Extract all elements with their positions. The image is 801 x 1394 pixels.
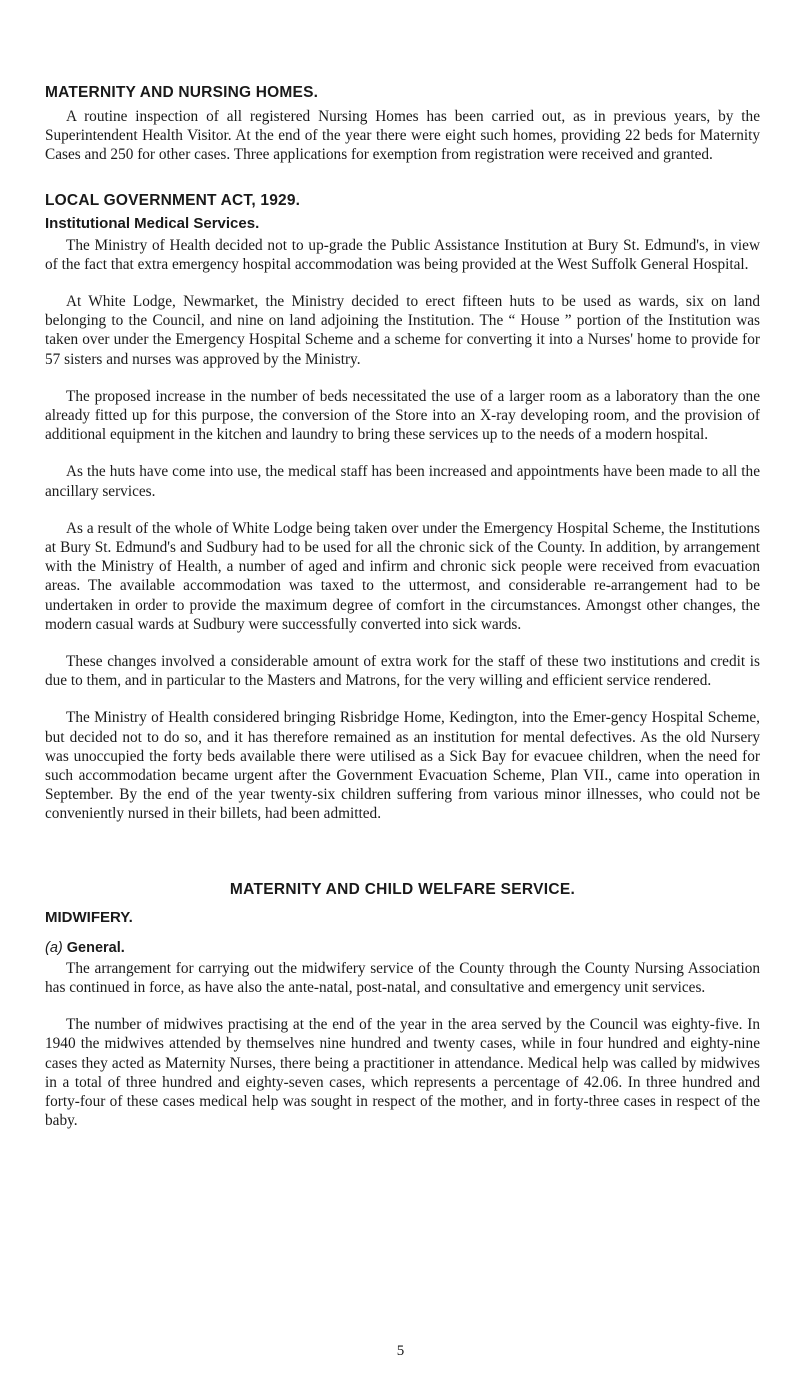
- heading-maternity-nursing-homes: MATERNITY AND NURSING HOMES.: [45, 84, 319, 101]
- subheading-midwifery: MIDWIFERY.: [45, 908, 133, 926]
- subheading-institutional-medical-services: Institutional Medical Services.: [45, 214, 260, 232]
- paragraph: The number of midwives practising at the end of the year in the area served by the Council was eighty-five. In 1940 the midwives attended by themselves nine hundred and twenty cases, while in four hundred and eighty-nine cases they acted as Maternity Nurses, there being a practitioner in attendance. Medical help was called by midwives in a total of three hundred and eighty-seven cases, which represents a percentage of 42.06. In three hundred and forty-four of these cases medical help was sought in respect of the mother, and in forty-three cases in respect of the baby.: [45, 1016, 760, 1130]
- paragraph: The Ministry of Health considered bringing Risbridge Home, Kedington, into the Emer-gency Hospital Scheme, but decided not to do so, and it has therefore remained as an institution for mental defectives. As the old Nursery was unoccupied the forty beds available there were utilised as a Sick Bay for evacuee children, when the need for such accommodation became urgent after the Government Evacuation Scheme, Plan VII., came into operation in September. By the end of the year twenty-six children suffering from various minor illnesses, who could not be conveniently nursed in their billets, had been admitted.: [45, 709, 760, 823]
- paragraph: The proposed increase in the number of beds necessitated the use of a larger room as a laboratory than the one already fitted up for this purpose, the conversion of the Store into an X-ray developing room, and the provision of additional equipment in the kitchen and laundry to bring these services up to the needs of a modern hospital.: [45, 387, 760, 444]
- paragraph: These changes involved a considerable amount of extra work for the staff of these two institutions and credit is due to them, and in particular to the Masters and Matrons, for the very willing and efficient service rendered.: [45, 653, 760, 690]
- heading-maternity-child-welfare: MATERNITY AND CHILD WELFARE SERVICE.: [229, 880, 576, 898]
- heading-local-government-act: LOCAL GOVERNMENT ACT, 1929.: [45, 191, 301, 209]
- paragraph: As a result of the whole of White Lodge being taken over under the Emergency Hospital Scheme, the Institutions at Bury St. Edmund's and Sudbury had to be used for all the chronic sick of the County. In addition, by arrangement with the Ministry of Health, a number of aged and infirm and chronic sick people were received from evacuation areas. The available accommodation was taxed to the uttermost, and considerable re-arrangement had to be undertaken in order to provide the maximum degree of comfort in the circumstances. Amongst other changes, the modern casual wards at Sudbury were successfully converted into sick wards.: [45, 519, 760, 633]
- paragraph: The arrangement for carrying out the midwifery service of the County through the County Nursing Association has continued in force, as have also the ante-natal, post-natal, and consultative and emergency unit services.: [45, 959, 760, 996]
- paragraph: A routine inspection of all registered Nursing Homes has been carried out, as in previous years, by the Superintendent Health Visitor. At the end of the year there were eight such homes, providing 22 beds for Maternity Cases and 250 for other cases. Three applications for exemption from registration were received and granted.: [45, 108, 760, 164]
- document-page: [45, 84, 760, 1130]
- subheading-text: General.: [66, 939, 125, 956]
- paragraph: As the huts have come into use, the medical staff has been increased and appointments have been made to all the ancillary services.: [45, 463, 760, 500]
- paragraph: At White Lodge, Newmarket, the Ministry decided to erect fifteen huts to be used as wards, six on land belonging to the Council, and nine on land adjoining the Institution. The “ House ” portion of the Institution was taken over under the Emergency Hospital Scheme and a scheme for converting it into a Nurses' home to provide for 57 sisters and nurses was approved by the Ministry.: [45, 293, 760, 368]
- page-number: 5: [396, 1343, 405, 1359]
- subheading-general: [45, 940, 760, 956]
- subheading-label: (a): [45, 939, 63, 956]
- paragraph: The Ministry of Health decided not to up-grade the Public Assistance Institution at Bury St. Edmund's, in view of the fact that extra emergency hospital accommodation was being provided at the West Suffolk General Hospital.: [45, 236, 760, 273]
